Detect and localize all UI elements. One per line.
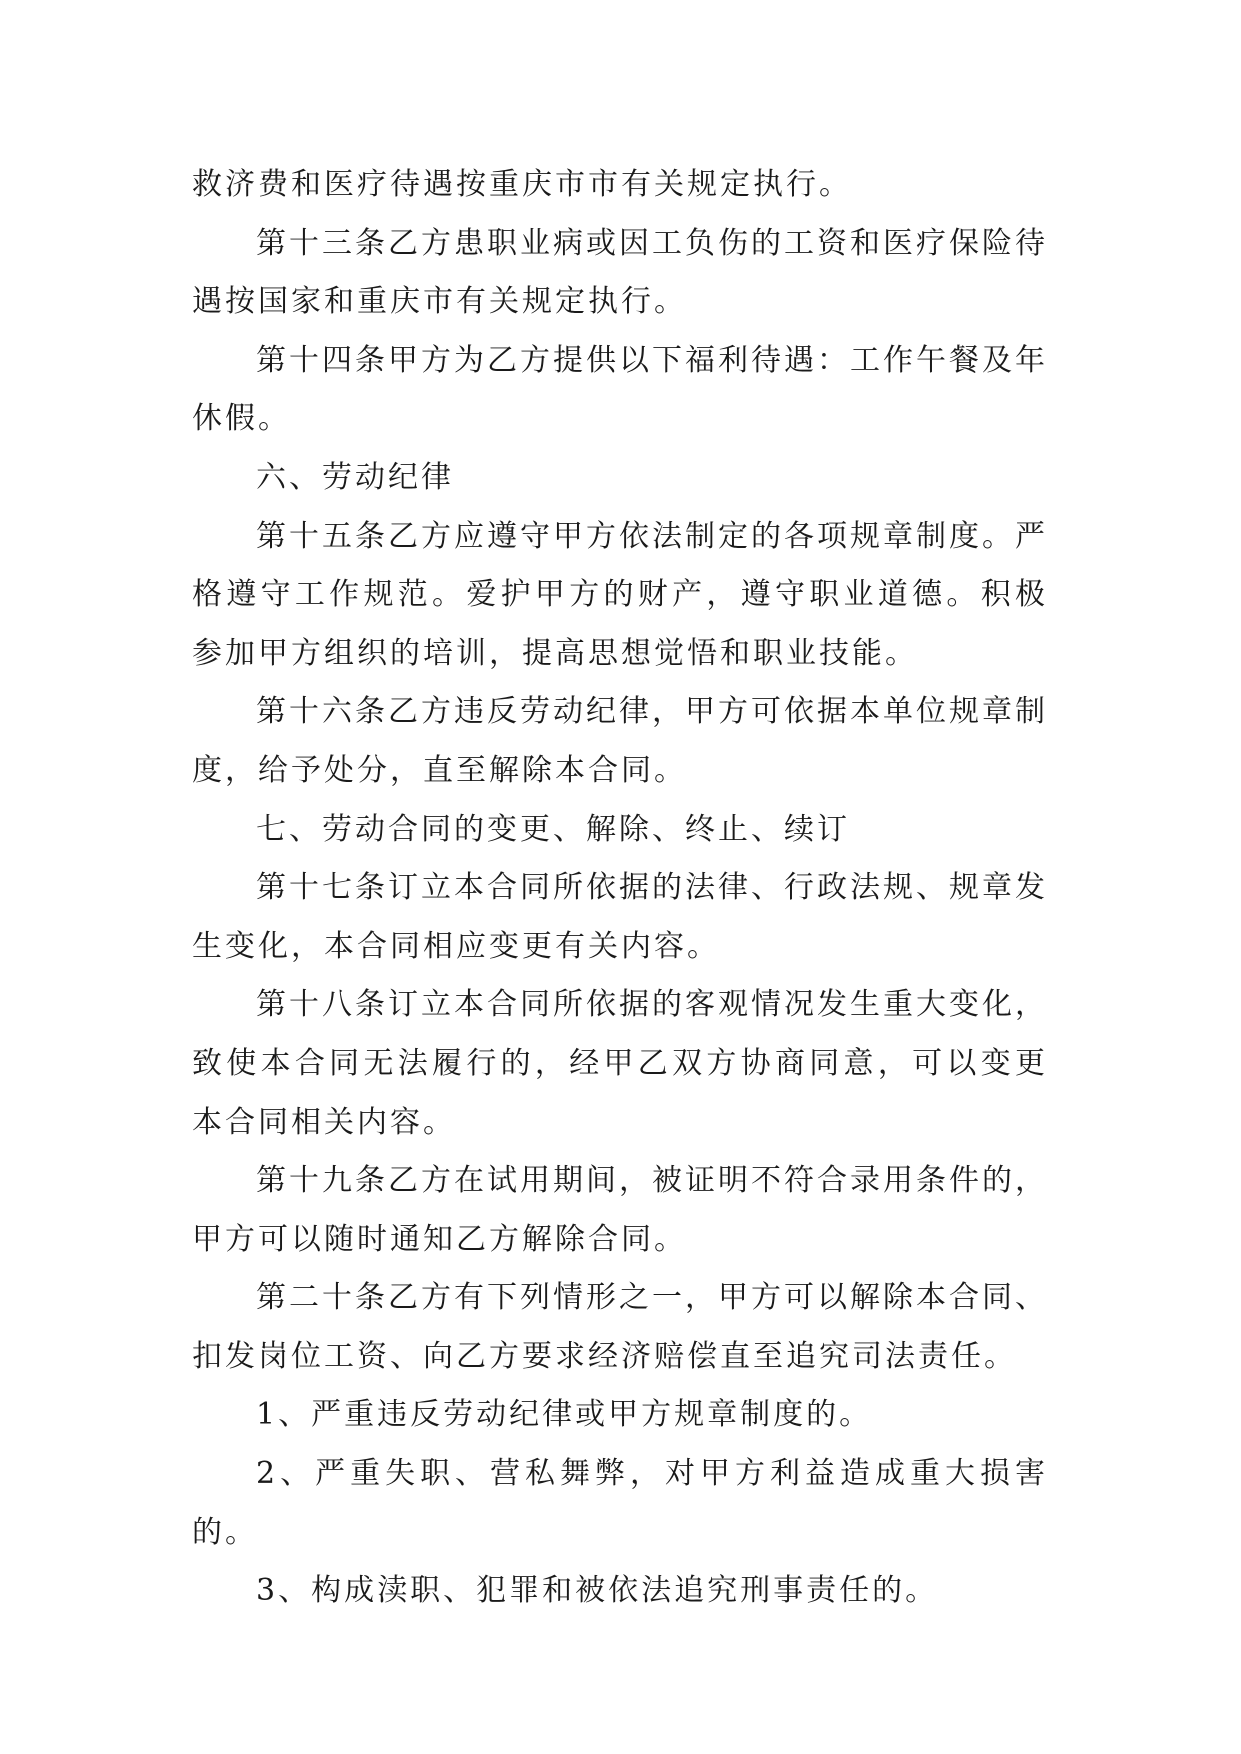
- paragraph-article-20: 第二十条乙方有下列情形之一，甲方可以解除本合同、扣发岗位工资、向乙方要求经济赔偿直至追究司法责任。: [192, 1280, 1048, 1374]
- document-body: [192, 156, 1048, 1621]
- section-heading-contract-changes: 七、劳动合同的变更、解除、终止、续订: [256, 811, 850, 847]
- section-heading-labor-discipline: 六、劳动纪律: [256, 459, 454, 495]
- paragraph-article-13: 第十三条乙方患职业病或因工负伤的工资和医疗保险待遇按国家和重庆市有关规定执行。: [192, 225, 1048, 320]
- list-item-3: 3、构成渎职、犯罪和被依法追究刑事责任的。: [256, 1573, 939, 1609]
- list-item-2: 2、严重失职、营私舞弊，对甲方利益造成重大损害的。: [192, 1456, 1048, 1550]
- paragraph-article-14: 第十四条甲方为乙方提供以下福利待遇：工作午餐及年休假。: [192, 342, 1048, 437]
- paragraph-article-19: 第十九条乙方在试用期间，被证明不符合录用条件的，甲方可以随时通知乙方解除合同。: [192, 1163, 1048, 1257]
- paragraph-article-17: 第十七条订立本合同所依据的法律、行政法规、规章发生变化，本合同相应变更有关内容。: [192, 870, 1048, 964]
- paragraph-article-15: 第十五条乙方应遵守甲方依法制定的各项规章制度。严格遵守工作规范。爱护甲方的财产，遵守职业道德。积极参加甲方组织的培训，提高思想觉悟和职业技能。: [192, 518, 1048, 671]
- list-item-1: 1、严重违反劳动纪律或甲方规章制度的。: [256, 1397, 873, 1433]
- paragraph-article-16: 第十六条乙方违反劳动纪律，甲方可依据本单位规章制度，给予处分，直至解除本合同。: [192, 694, 1048, 788]
- paragraph-relief-medical: 救济费和医疗待遇按重庆市市有关规定执行。: [192, 167, 852, 202]
- paragraph-article-18: 第十八条订立本合同所依据的客观情况发生重大变化，致使本合同无法履行的，经甲乙双方协商同意，可以变更本合同相关内容。: [192, 987, 1048, 1140]
